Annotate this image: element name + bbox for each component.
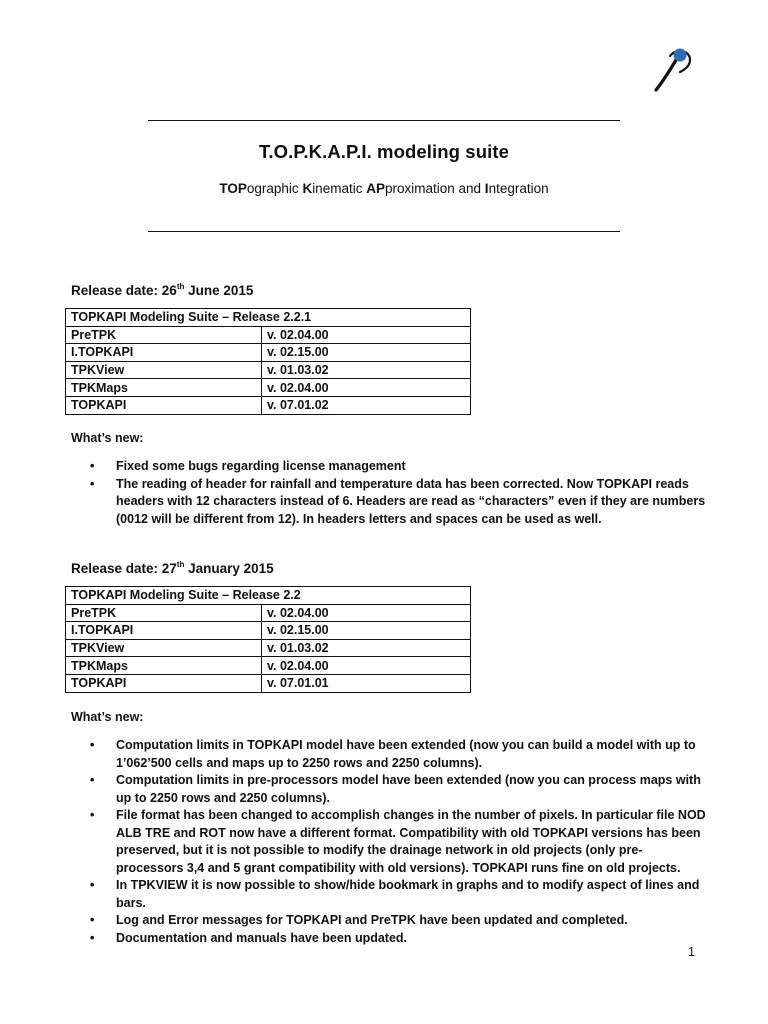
table-row bbox=[66, 622, 471, 640]
release-date-text: Release date: 27 bbox=[71, 561, 177, 576]
whats-new-label: What’s new: bbox=[71, 710, 144, 724]
bullet-icon: • bbox=[90, 913, 95, 927]
list-item-text: Documentation and manuals have been updated. bbox=[116, 930, 408, 945]
release-table bbox=[65, 308, 471, 415]
table-row bbox=[66, 379, 471, 397]
component-version: v. 01.03.02 bbox=[262, 639, 471, 657]
component-version: v. 02.04.00 bbox=[262, 379, 471, 397]
list-item bbox=[88, 737, 708, 772]
list-item-text: File format has been changed to accomplish changes in the number of pixels. In particular file NOD ALB TRE and ROT now have a different format. Compatibility with old TOPKAPI versions has been preserved, but it is not possible to modify the drainage network in old projects (only pre-processors 3,4 and 5 grant compatibility with old versions). TOPKAPI runs fine on old projects. bbox=[116, 808, 706, 875]
whats-new-list bbox=[88, 458, 708, 528]
component-version: v. 02.15.00 bbox=[262, 622, 471, 640]
bullet-icon: • bbox=[90, 808, 95, 822]
header-bottom-rule bbox=[148, 231, 620, 232]
subtitle-part: I bbox=[484, 181, 489, 196]
subtitle-part: inematic bbox=[312, 181, 367, 196]
list-item bbox=[88, 877, 708, 912]
table-row bbox=[66, 344, 471, 362]
release-table-header: TOPKAPI Modeling Suite – Release 2.2.1 bbox=[66, 309, 471, 327]
component-version: v. 02.04.00 bbox=[262, 657, 471, 675]
component-name: TPKMaps bbox=[66, 379, 262, 397]
table-row bbox=[66, 326, 471, 344]
release-date-month: June 2015 bbox=[184, 283, 254, 298]
component-name: TPKView bbox=[66, 639, 262, 657]
list-item bbox=[88, 772, 708, 807]
list-item bbox=[88, 912, 708, 930]
whats-new-list bbox=[88, 737, 708, 947]
component-version: v. 07.01.02 bbox=[262, 396, 471, 414]
table-row bbox=[66, 657, 471, 675]
bullet-icon: • bbox=[90, 878, 95, 892]
table-row bbox=[66, 674, 471, 692]
bullet-icon: • bbox=[90, 773, 95, 787]
component-version: v. 01.03.02 bbox=[262, 361, 471, 379]
list-item-text: Computation limits in pre-processors model have been extended (now you can process maps with up to 2250 rows and 2250 columns). bbox=[116, 773, 701, 805]
list-item bbox=[88, 807, 708, 877]
table-row bbox=[66, 639, 471, 657]
release-date-heading bbox=[71, 561, 274, 576]
whats-new-label: What’s new: bbox=[71, 431, 144, 445]
bullet-icon: • bbox=[90, 930, 95, 945]
list-item bbox=[88, 476, 708, 529]
component-name: I.TOPKAPI bbox=[66, 344, 262, 362]
component-name: TOPKAPI bbox=[66, 674, 262, 692]
component-version: v. 07.01.01 bbox=[262, 674, 471, 692]
list-item-text: Computation limits in TOPKAPI model have been extended (now you can build a model with up to 1’062’500 cells and maps up to 2250 rows and 2250 columns). bbox=[116, 738, 696, 770]
subtitle-part: ographic bbox=[246, 181, 303, 196]
bullet-icon: • bbox=[90, 476, 95, 491]
release-date-month: January 2015 bbox=[184, 561, 274, 576]
page-subtitle bbox=[0, 181, 768, 196]
list-item-text: Fixed some bugs regarding license management bbox=[116, 459, 406, 473]
component-version: v. 02.04.00 bbox=[262, 326, 471, 344]
subtitle-part: TOP bbox=[219, 181, 247, 196]
list-item bbox=[88, 930, 708, 948]
component-name: TPKView bbox=[66, 361, 262, 379]
release-table-header: TOPKAPI Modeling Suite – Release 2.2 bbox=[66, 587, 471, 605]
release-date-text: Release date: 26 bbox=[71, 283, 177, 298]
component-name: TOPKAPI bbox=[66, 396, 262, 414]
release-date-sup: th bbox=[176, 282, 185, 291]
page-number: 1 bbox=[688, 945, 695, 959]
subtitle-part: proximation and bbox=[384, 181, 485, 196]
release-date-heading bbox=[71, 283, 253, 298]
bullet-icon: • bbox=[90, 459, 95, 473]
component-name: TPKMaps bbox=[66, 657, 262, 675]
header-top-rule bbox=[148, 120, 620, 121]
list-item-text: In TPKVIEW it is now possible to show/hide bookmark in graphs and to modify aspect of lines and bars. bbox=[116, 878, 700, 910]
list-item-text: The reading of header for rainfall and temperature data has been corrected. Now TOPKAPI reads headers with 12 characters instead of 6. Headers are read as “characters” even if they are numbers (0012 will be different from 12). In headers letters and spaces can be used as well. bbox=[116, 476, 706, 526]
component-version: v. 02.04.00 bbox=[262, 604, 471, 622]
component-version: v. 02.15.00 bbox=[262, 344, 471, 362]
topkapi-logo-icon bbox=[650, 42, 698, 94]
list-item-text: Log and Error messages for TOPKAPI and PreTPK have been updated and completed. bbox=[116, 913, 628, 927]
table-row bbox=[66, 361, 471, 379]
subtitle-part: ntegration bbox=[488, 181, 549, 196]
bullet-icon: • bbox=[90, 738, 95, 752]
component-name: PreTPK bbox=[66, 326, 262, 344]
release-date-sup: th bbox=[176, 560, 185, 569]
release-table bbox=[65, 586, 471, 693]
component-name: PreTPK bbox=[66, 604, 262, 622]
list-item bbox=[88, 458, 708, 476]
component-name: I.TOPKAPI bbox=[66, 622, 262, 640]
subtitle-part: K bbox=[302, 181, 313, 196]
subtitle-part: AP bbox=[366, 181, 385, 196]
table-row bbox=[66, 604, 471, 622]
page-title: T.O.P.K.A.P.I. modeling suite bbox=[259, 141, 509, 162]
table-row bbox=[66, 396, 471, 414]
